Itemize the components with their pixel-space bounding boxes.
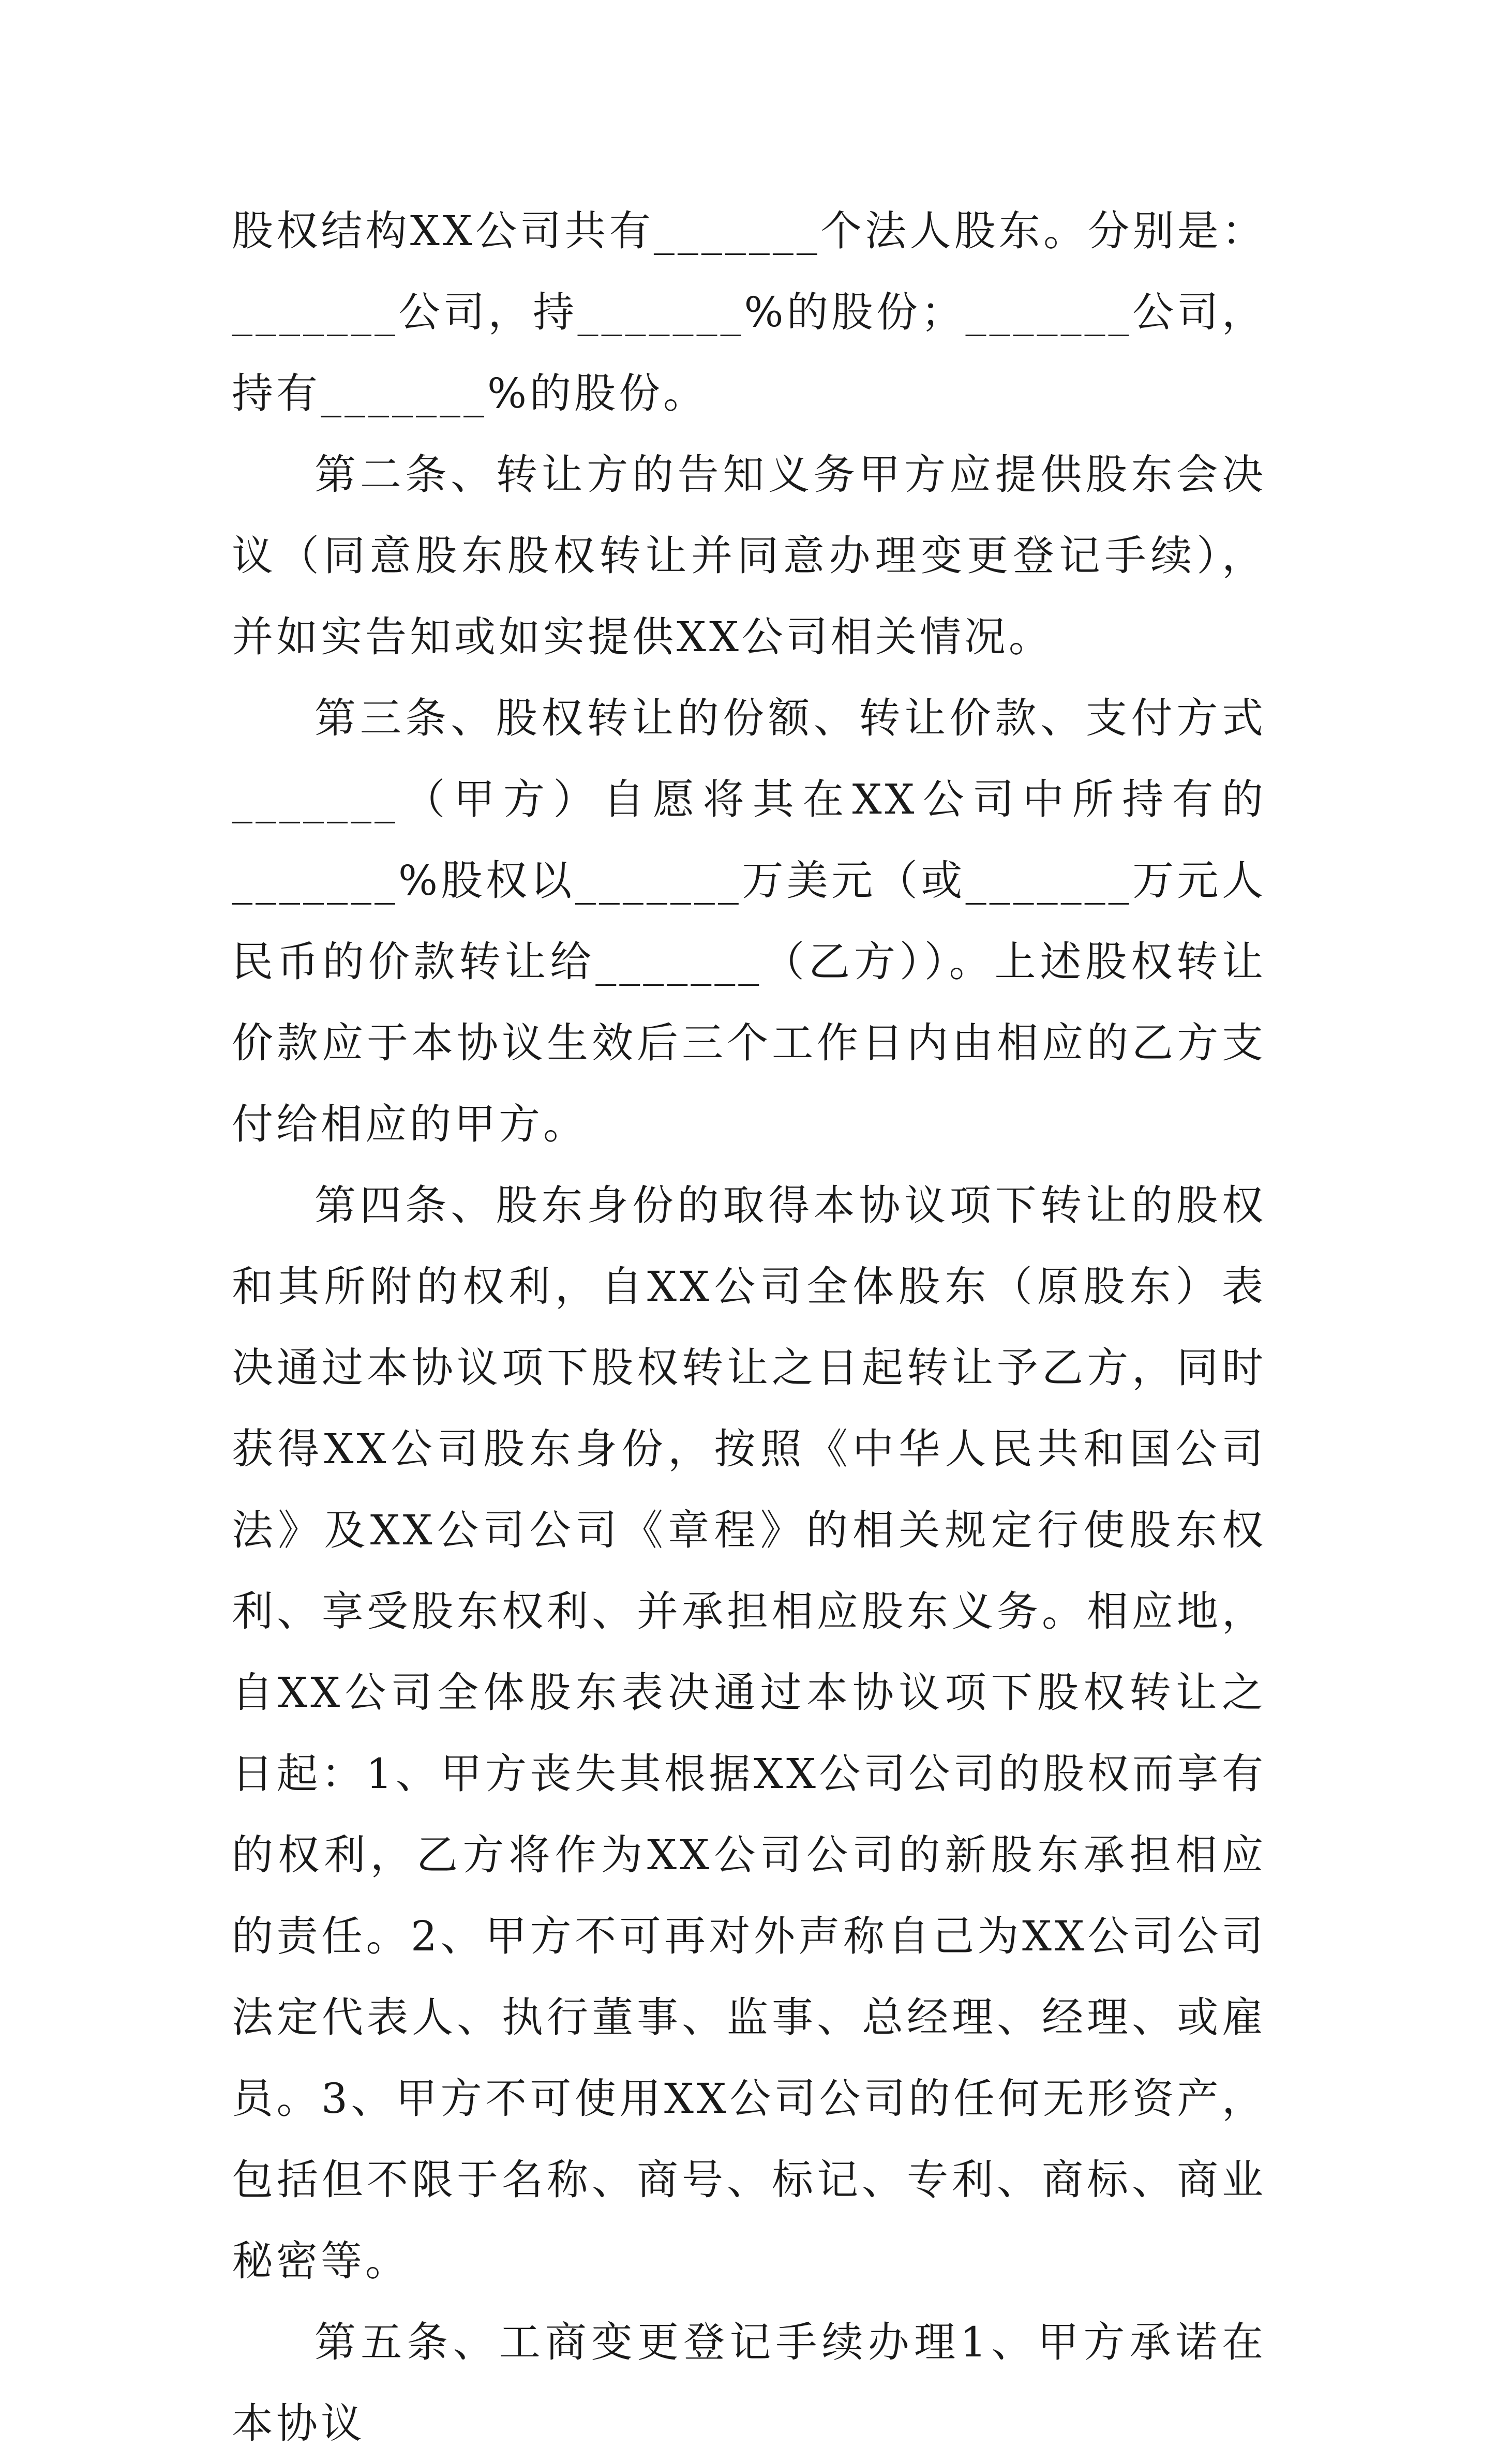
paragraph-article-5: 第五条、工商变更登记手续办理1、甲方承诺在本协议 xyxy=(232,2318,1266,2447)
paragraph-article-2: 第二条、转让方的告知义务甲方应提供股东会决议（同意股东股权转让并同意办理变更登记手续），并如实告知或如实提供XX公司相关情况。 xyxy=(232,450,1266,661)
paragraph-equity-structure: 股权结构XX公司共有_______个法人股东。分别是：_______公司，持_______%的股份；_______公司，持有_______%的股份。 xyxy=(232,207,1266,417)
document-body xyxy=(232,190,1266,2464)
paragraph-article-4: 第四条、股东身份的取得本协议项下转让的股权和其所附的权利，自XX公司全体股东（原股东）表决通过本协议项下股权转让之日起转让予乙方，同时获得XX公司股东身份，按照《中华人民共和国公司法》及XX公司公司《章程》的相关规定行使股东权利、享受股东权利、并承担相应股东义务。相应地，自XX公司全体股东表决通过本协议项下股权转让之日起：1、甲方丧失其根据XX公司公司的股权而享有的权利，乙方将作为XX公司公司的新股东承担相应的责任。2、甲方不可再对外声称自己为XX公司公司法定代表人、执行董事、监事、总经理、经理、或雇员。3、甲方不可使用XX公司公司的任何无形资产，包括但不限于名称、商号、标记、专利、商标、商业秘密等。 xyxy=(232,1181,1266,2285)
paragraph-article-3: 第三条、股权转让的份额、转让价款、支付方式_______（甲方）自愿将其在XX公司中所持有的_______%股权以_______万美元（或_______万元人民币的价款转让给_______（乙方））。上述股权转让价款应于本协议生效后三个工作日内由相应的乙方支付给相应的甲方。 xyxy=(232,694,1266,1148)
